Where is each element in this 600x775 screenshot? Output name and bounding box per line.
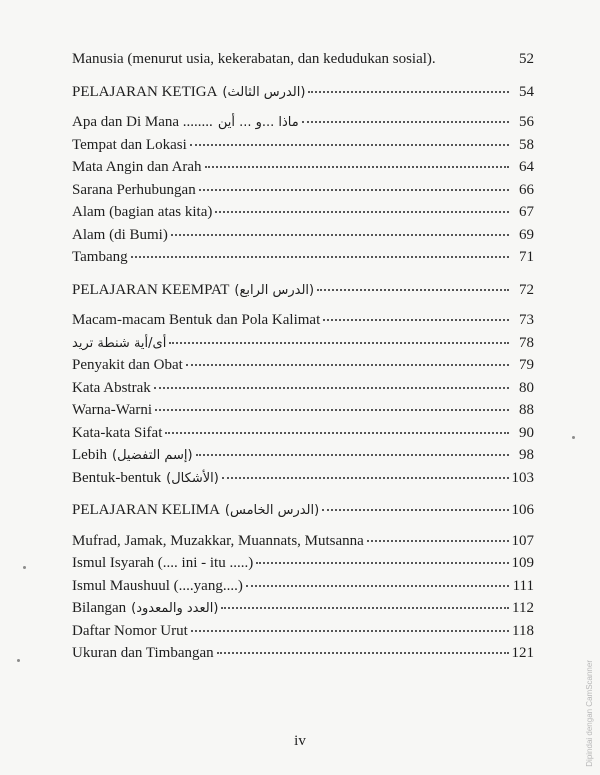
scan-speck bbox=[17, 659, 20, 662]
toc-page-number: 64 bbox=[519, 159, 534, 175]
dot-leader bbox=[323, 319, 509, 321]
dot-leader bbox=[217, 652, 509, 654]
dot-leader bbox=[317, 289, 509, 291]
toc-entry bbox=[72, 444, 534, 467]
toc-entry-arabic: (الأشكال) bbox=[166, 470, 219, 486]
toc-entry-label: Alam (di Bumi) bbox=[72, 226, 168, 243]
toc-entry bbox=[72, 530, 534, 553]
toc-page-number: 58 bbox=[519, 136, 534, 153]
toc-page-number: 54 bbox=[519, 83, 534, 100]
toc-entry-label: Sarana Perhubungan bbox=[72, 181, 196, 198]
toc-entry bbox=[72, 354, 534, 377]
toc-entry-label: Apa dan Di Mana ........ bbox=[72, 114, 213, 130]
toc-page-number: 72 bbox=[519, 281, 534, 298]
toc-page-number: 80 bbox=[519, 379, 534, 396]
dot-leader bbox=[155, 409, 509, 411]
toc-entry-arabic: (الدرس الثالث) bbox=[222, 84, 306, 100]
toc-entry-label: Alam (bagian atas kita) bbox=[72, 204, 213, 220]
toc-page-number: 67 bbox=[519, 204, 534, 220]
toc-entry-arabic: (العدد والمعدود) bbox=[131, 601, 219, 616]
dot-leader bbox=[215, 211, 509, 213]
toc-page-number: 118 bbox=[512, 622, 534, 639]
dot-leader bbox=[256, 562, 508, 564]
toc-page-number: 66 bbox=[519, 181, 534, 198]
toc-page-number: 106 bbox=[511, 502, 534, 518]
toc-entry-arabic: (الدرس الخامس) bbox=[224, 503, 320, 518]
toc-entry bbox=[72, 399, 534, 422]
dot-leader bbox=[196, 454, 509, 456]
toc-entry bbox=[72, 642, 534, 665]
toc-page-number: 78 bbox=[519, 334, 534, 351]
dot-leader bbox=[154, 387, 509, 389]
toc-entry-label: Mufrad, Jamak, Muzakkar, Muannats, Mutsanna bbox=[72, 532, 364, 549]
page-number-footer: iv bbox=[294, 733, 306, 749]
toc-entry bbox=[72, 377, 534, 400]
toc-section-heading bbox=[72, 81, 534, 104]
toc-page-number: 56 bbox=[519, 114, 534, 130]
toc-entry-arabic: أى/أية شنطة تريد bbox=[72, 335, 167, 351]
toc-page-number: 90 bbox=[519, 424, 534, 441]
toc-page-number: 69 bbox=[519, 226, 534, 243]
toc-entry-label: Bilangan bbox=[72, 600, 127, 616]
dot-leader bbox=[171, 234, 509, 236]
dot-leader bbox=[205, 166, 509, 168]
dot-leader bbox=[302, 121, 509, 123]
toc-entry bbox=[72, 48, 534, 71]
toc-entry-label: Ukuran dan Timbangan bbox=[72, 645, 214, 661]
toc-entry-label: Macam-macam Bentuk dan Pola Kalimat bbox=[72, 312, 321, 328]
dot-leader bbox=[367, 540, 509, 542]
toc-entry-label: PELAJARAN KELIMA bbox=[72, 502, 220, 518]
toc-entry-label: Ismul Isyarah (.... ini - itu .....) bbox=[72, 555, 254, 571]
toc-entry bbox=[72, 422, 534, 445]
toc-page-number: 109 bbox=[511, 555, 534, 571]
toc-entry bbox=[72, 224, 534, 247]
toc-entry-label: Mata Angin dan Arah bbox=[72, 159, 202, 175]
toc-entry bbox=[72, 201, 534, 224]
dot-leader bbox=[308, 91, 509, 93]
scanner-watermark: Dipindai dengan CamScanner bbox=[585, 660, 594, 767]
toc-entry bbox=[72, 246, 534, 269]
dot-leader bbox=[191, 630, 509, 632]
toc-entry-label: Warna-Warni bbox=[72, 402, 153, 418]
toc-entry-label: Lebih bbox=[72, 447, 107, 463]
dot-leader bbox=[199, 189, 509, 191]
toc-entry bbox=[72, 156, 534, 179]
toc-section-heading bbox=[72, 279, 534, 302]
dot-leader bbox=[190, 144, 509, 146]
toc-entry bbox=[72, 179, 534, 202]
toc-entry-label: PELAJARAN KEEMPAT bbox=[72, 281, 230, 298]
toc-entry-label: Manusia (menurut usia, kekerabatan, dan kedudukan sosial). bbox=[72, 51, 436, 67]
toc-section-heading bbox=[72, 499, 534, 522]
toc-page-number: 107 bbox=[511, 532, 534, 549]
table-of-contents bbox=[72, 48, 534, 665]
toc-entry-label: Kata Abstrak bbox=[72, 379, 151, 396]
toc-page-number: 79 bbox=[519, 357, 534, 373]
dot-leader bbox=[222, 477, 509, 479]
toc-entry-label: Ismul Maushuul (....yang....) bbox=[72, 577, 243, 594]
toc-entry-label: Penyakit dan Obat bbox=[72, 357, 183, 373]
toc-entry bbox=[72, 111, 534, 134]
toc-page-number: 112 bbox=[512, 600, 534, 616]
toc-entry bbox=[72, 332, 534, 355]
toc-entry-label: PELAJARAN KETIGA bbox=[72, 83, 218, 100]
scan-speck bbox=[572, 436, 575, 439]
dot-leader bbox=[322, 509, 508, 511]
toc-entry bbox=[72, 575, 534, 598]
toc-entry bbox=[72, 309, 534, 332]
toc-page-number: 71 bbox=[519, 249, 534, 265]
dot-leader bbox=[131, 256, 509, 258]
toc-page-number: 73 bbox=[519, 312, 534, 328]
dot-leader bbox=[169, 342, 509, 344]
toc-entry-arabic: ماذا ...و ... أين bbox=[217, 115, 299, 130]
toc-entry bbox=[72, 620, 534, 643]
toc-entry-label: Daftar Nomor Urut bbox=[72, 622, 188, 639]
dot-leader bbox=[165, 432, 509, 434]
toc-entry-label: Kata-kata Sifat bbox=[72, 424, 163, 441]
toc-entry bbox=[72, 467, 534, 490]
toc-page-number: 103 bbox=[511, 469, 534, 486]
toc-page-number: 98 bbox=[519, 447, 534, 463]
scan-speck bbox=[23, 566, 26, 569]
toc-entry bbox=[72, 134, 534, 157]
toc-page-number: 111 bbox=[512, 577, 534, 594]
dot-leader bbox=[246, 585, 509, 587]
toc-entry bbox=[72, 597, 534, 620]
toc-page-number: 52 bbox=[519, 51, 534, 67]
dot-leader bbox=[221, 607, 509, 609]
toc-entry-arabic: (الدرس الرابع) bbox=[234, 282, 315, 298]
toc-entry-label: Bentuk-bentuk bbox=[72, 469, 162, 486]
toc-entry-label: Tambang bbox=[72, 249, 128, 265]
toc-page-number: 88 bbox=[519, 402, 534, 418]
toc-page-number: 121 bbox=[511, 645, 534, 661]
dot-leader bbox=[186, 364, 509, 366]
toc-entry bbox=[72, 552, 534, 575]
toc-entry-arabic: (إسم التفضيل) bbox=[112, 448, 193, 463]
toc-entry-label: Tempat dan Lokasi bbox=[72, 136, 187, 153]
